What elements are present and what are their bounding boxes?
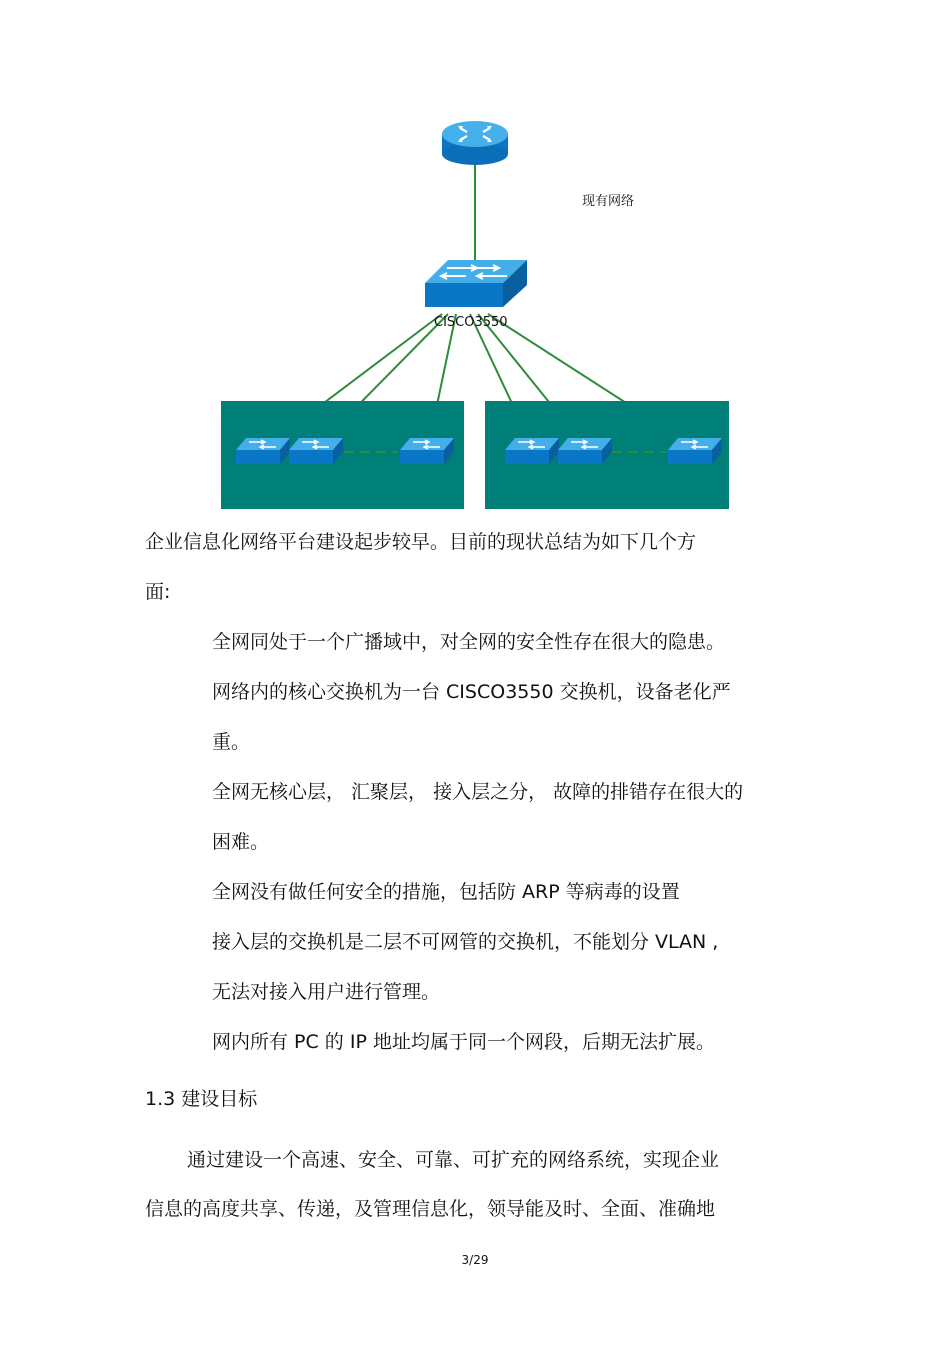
core-switch-label: CISCO3550 [434,315,508,330]
section-heading: 1.3 建设目标 [145,1088,258,1110]
issue-2-line-2: 重。 [212,731,251,753]
access-switch-icon [400,438,454,464]
issue-5-line-2: 无法对接入用户进行管理。 [212,981,441,1003]
router-icon [442,121,508,165]
intro-line-2: 面: [145,581,171,603]
page-number: 3/29 [461,1253,489,1267]
issue-3-line-1: 全网无核心层， 汇聚层， 接入层之分， 故障的排错存在很大的 [212,781,744,803]
issue-3-line-2: 困难。 [212,831,270,853]
network-topology-diagram [0,0,950,520]
goal-line-2: 信息的高度共享、传递，及管理信息化，领导能及时、全面、准确地 [145,1198,716,1220]
goal-line-1: 通过建设一个高速、安全、可靠、可扩充的网络系统，实现企业 [187,1149,720,1171]
existing-network-label: 现有网络 [582,194,635,209]
intro-line-1: 企业信息化网络平台建设起步较早。目前的现状总结为如下几个方 [145,531,697,553]
access-switch-icon [668,438,722,464]
issue-6-line-1: 网内所有 PC 的 IP 地址均属于同一个网段，后期无法扩展。 [212,1031,715,1053]
access-switch-icon [289,438,343,464]
issue-2-line-1: 网络内的核心交换机为一台 CISCO3550 交换机，设备老化严 [212,681,731,703]
issue-4-line-1: 全网没有做任何安全的措施，包括防 ARP 等病毒的设置 [212,881,680,903]
core-switch-icon [425,260,527,307]
issue-5-line-1: 接入层的交换机是二层不可网管的交换机，不能划分 VLAN , [212,931,719,953]
access-switch-icon [505,438,559,464]
issue-1-line-1: 全网同处于一个广播域中，对全网的安全性存在很大的隐患。 [212,631,726,653]
access-switch-icon [236,438,290,464]
access-switch-icon [558,438,612,464]
